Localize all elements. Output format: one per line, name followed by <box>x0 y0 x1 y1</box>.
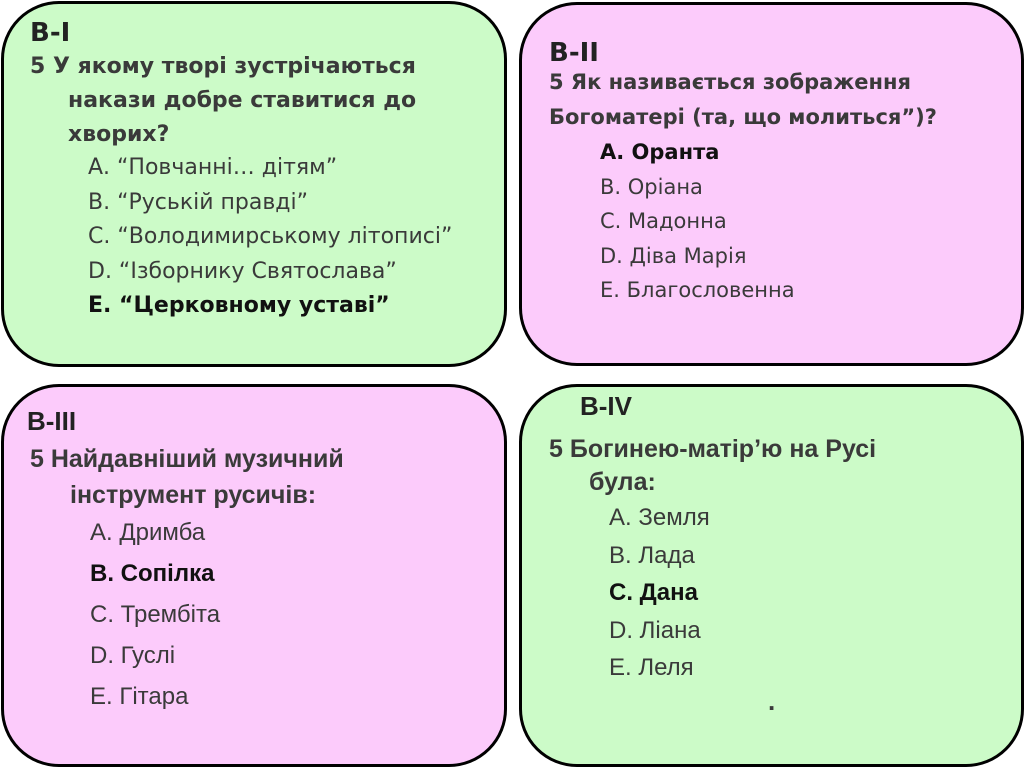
variant-label: В-ІІІ <box>27 406 77 436</box>
option: С. Трембіта <box>90 601 221 628</box>
option: В. “Руській правді” <box>88 189 309 215</box>
option: D. Діва Марія <box>600 243 747 268</box>
variant-label: В-ІІ <box>549 38 599 68</box>
option: D. Гуслі <box>90 642 176 669</box>
trailing-dot: . <box>768 686 776 716</box>
option-correct: А. Оранта <box>600 140 720 164</box>
question-line: Богоматері (та, що молиться”)? <box>549 105 937 129</box>
option: В. Оріана <box>600 174 703 199</box>
options-list <box>609 499 710 687</box>
option: А. “Повчанні… дітям” <box>88 155 338 180</box>
option: D. Ліана <box>609 616 701 644</box>
question-line: 5 Як називається зображення <box>549 70 911 94</box>
variant-label: В-ІV <box>580 391 632 421</box>
question-line: 5 У якому творі зустрічаються <box>30 54 416 79</box>
question-line: інструмент русичів: <box>70 481 317 509</box>
option-correct: С. Дана <box>609 579 698 606</box>
option: E. Благословенна <box>600 278 795 302</box>
options-list <box>600 135 795 308</box>
option-correct: E. “Церковному уставі” <box>88 293 390 318</box>
option: D. “Ізборнику Святослава” <box>88 258 397 284</box>
question-line: 5 Найдавніший музичний <box>30 445 344 473</box>
question-line: 5 Богинею-матір’ю на Русі <box>549 435 877 463</box>
option: А. Дримба <box>90 519 206 546</box>
question-line: хворих? <box>68 122 170 147</box>
options-list <box>90 512 220 717</box>
option: А. Земля <box>609 504 710 531</box>
question-line: накази добре ставитися до <box>68 88 417 113</box>
option: E. Гітара <box>90 683 189 710</box>
variant-label: В-І <box>30 18 71 48</box>
option: В. Лада <box>609 541 695 569</box>
question-line: була: <box>589 468 656 496</box>
option: С. “Володимирському літописі” <box>88 224 453 249</box>
options-list <box>88 151 452 324</box>
option: E. Леля <box>609 654 694 681</box>
option: С. Мадонна <box>600 209 727 233</box>
option-correct: В. Сопілка <box>90 560 215 587</box>
